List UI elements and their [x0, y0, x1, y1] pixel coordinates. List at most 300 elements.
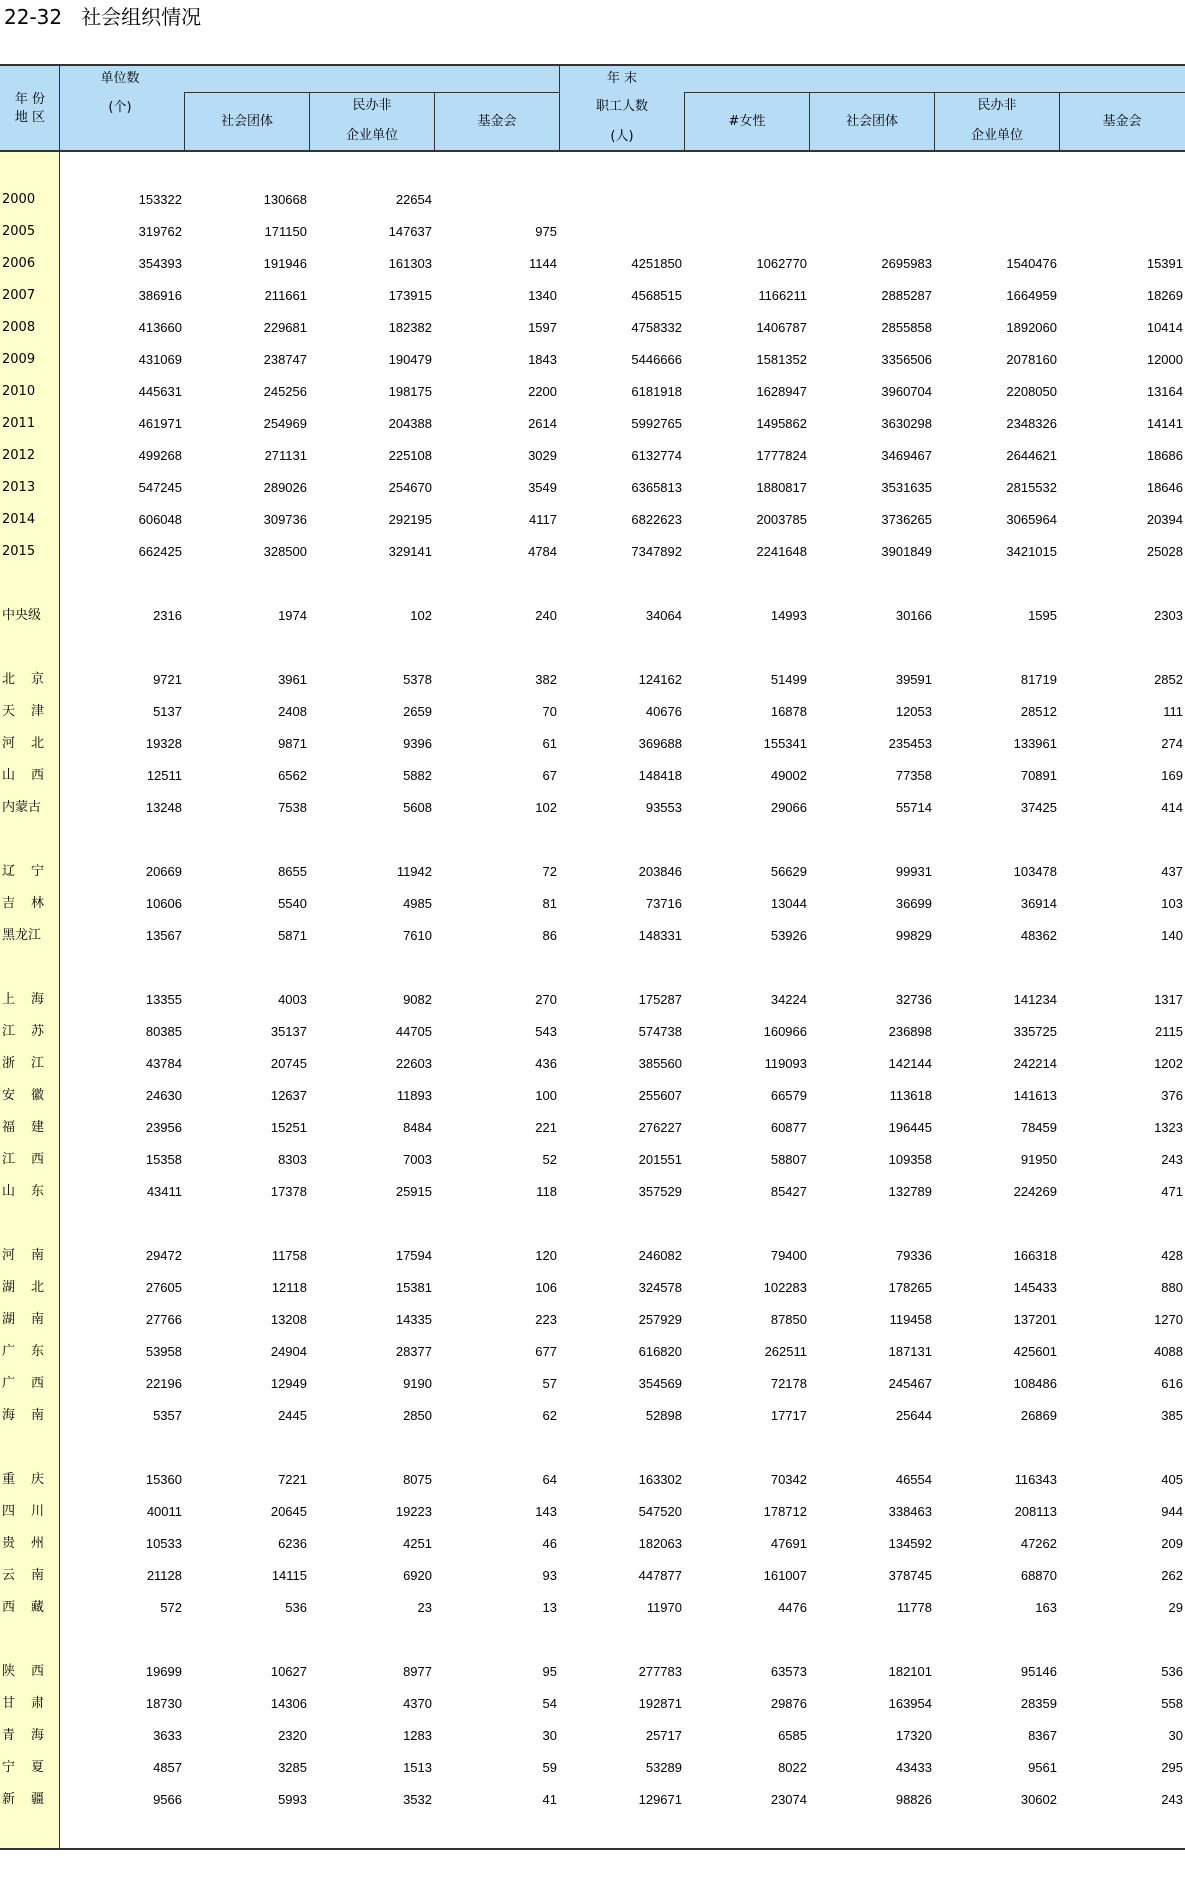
table-cell: 240 — [535, 608, 557, 623]
table-cell: 7003 — [403, 1152, 432, 1167]
table-cell: 2003785 — [756, 512, 807, 527]
table-cell: 27605 — [145, 1280, 182, 1295]
table-cell: 102 — [410, 608, 432, 623]
table-cell: 98826 — [895, 1792, 932, 1807]
staff-nonprofit-header-line1: 民办非 — [977, 98, 1017, 113]
table-cell: 203846 — [638, 864, 682, 879]
staff-social-groups-header: 社会团体 — [845, 114, 898, 129]
table-cell: 4476 — [778, 1600, 807, 1615]
social-groups-header: 社会团体 — [220, 114, 273, 129]
table-cell: 70891 — [1020, 768, 1057, 783]
table-row — [0, 1336, 1185, 1368]
table-cell: 574738 — [638, 1024, 682, 1039]
table-cell: 289026 — [263, 480, 307, 495]
table-cell: 78459 — [1020, 1120, 1057, 1135]
table-cell: 22603 — [395, 1056, 432, 1071]
table-cell: 6585 — [778, 1728, 807, 1743]
table-cell: 44705 — [395, 1024, 432, 1039]
table-cell: 201551 — [638, 1152, 682, 1167]
table-cell: 85427 — [770, 1184, 807, 1199]
row-label: 2005 — [2, 224, 36, 239]
table-cell: 5993 — [278, 1792, 307, 1807]
table-cell: 2200 — [528, 384, 557, 399]
row-label: 辽宁 — [2, 864, 44, 879]
table-cell: 8075 — [403, 1472, 432, 1487]
row-label: 2014 — [2, 512, 36, 527]
table-cell: 119093 — [764, 1056, 807, 1071]
table-cell: 169 — [1161, 768, 1183, 783]
table-cell: 119458 — [889, 1312, 932, 1327]
table-cell — [564, 184, 682, 216]
table-cell: 3736265 — [881, 512, 932, 527]
row-label: 北京 — [2, 672, 44, 687]
table-cell: 324578 — [638, 1280, 682, 1295]
table-cell: 9566 — [153, 1792, 182, 1807]
table-cell: 245256 — [263, 384, 307, 399]
table-cell: 17594 — [395, 1248, 432, 1263]
table-cell: 2408 — [278, 704, 307, 719]
table-cell: 22654 — [395, 192, 432, 207]
table-cell: 243 — [1161, 1152, 1183, 1167]
row-label: 黑龙江 — [2, 928, 42, 943]
table-cell: 975 — [535, 224, 557, 239]
table-row — [0, 920, 1185, 952]
table-row — [0, 1080, 1185, 1112]
table-cell: 10627 — [270, 1664, 307, 1679]
row-label: 甘肃 — [2, 1696, 44, 1711]
table-cell: 14993 — [770, 608, 807, 623]
table-cell: 3630298 — [881, 416, 932, 431]
table-cell: 22196 — [145, 1376, 182, 1391]
staff-count-label: 职工人数 — [595, 99, 648, 114]
table-cell: 21128 — [146, 1568, 182, 1583]
table-cell: 79400 — [770, 1248, 807, 1263]
table-cell: 4088 — [1154, 1344, 1183, 1359]
table-cell: 68870 — [1020, 1568, 1057, 1583]
table-cell: 3029 — [528, 448, 557, 463]
table-cell: 1062770 — [756, 256, 807, 271]
table-cell: 14141 — [1146, 416, 1183, 431]
table-cell: 142144 — [888, 1056, 932, 1071]
table-cell: 2614 — [528, 416, 557, 431]
table-cell: 3421015 — [1006, 544, 1057, 559]
table-cell: 2850 — [403, 1408, 432, 1423]
table-row — [0, 344, 1185, 376]
table-row — [0, 696, 1185, 728]
table-cell: 52898 — [645, 1408, 682, 1423]
table-cell: 148331 — [638, 928, 682, 943]
table-row — [0, 1752, 1185, 1784]
table-cell: 245467 — [888, 1376, 932, 1391]
table-cell: 145433 — [1013, 1280, 1057, 1295]
table-cell: 3531635 — [881, 480, 932, 495]
table-cell: 86 — [542, 928, 557, 943]
table-cell: 8022 — [778, 1760, 807, 1775]
table-cell: 100 — [535, 1088, 557, 1103]
table-cell: 60877 — [770, 1120, 807, 1135]
table-cell: 616 — [1161, 1376, 1183, 1391]
table-cell: 7347892 — [631, 544, 682, 559]
table-cell: 354393 — [138, 256, 182, 271]
table-cell — [939, 216, 1057, 248]
table-cell: 99931 — [895, 864, 932, 879]
table-cell: 43433 — [895, 1760, 932, 1775]
page-title: 22-32 社会组织情况 — [4, 5, 202, 29]
table-row — [0, 728, 1185, 760]
table-cell: 13567 — [145, 928, 182, 943]
table-cell: 13248 — [145, 800, 182, 815]
table-row — [0, 440, 1185, 472]
table-cell: 274 — [1161, 736, 1183, 751]
table-cell: 182101 — [888, 1664, 932, 1679]
table-cell: 196445 — [888, 1120, 932, 1135]
table-cell: 543 — [535, 1024, 557, 1039]
table-cell: 25717 — [645, 1728, 682, 1743]
table-cell: 413660 — [138, 320, 182, 335]
table-cell: 53926 — [770, 928, 807, 943]
table-cell: 3633 — [153, 1728, 182, 1743]
table-row — [0, 1016, 1185, 1048]
table-cell: 91950 — [1020, 1152, 1057, 1167]
row-label: 2008 — [2, 320, 36, 335]
table-cell: 1843 — [528, 352, 557, 367]
table-row — [0, 1528, 1185, 1560]
table-cell: 175287 — [638, 992, 682, 1007]
header-divider — [559, 66, 560, 150]
table-cell: 134592 — [888, 1536, 932, 1551]
table-cell: 3549 — [528, 480, 557, 495]
row-label: 山东 — [2, 1184, 44, 1199]
table-cell: 944 — [1161, 1504, 1183, 1519]
table-cell: 79336 — [895, 1248, 932, 1263]
table-cell: 59 — [542, 1760, 557, 1775]
table-cell: 354569 — [638, 1376, 682, 1391]
table-cell: 25644 — [895, 1408, 932, 1423]
staff-unit-label: (人) — [610, 129, 634, 144]
table-cell: 616820 — [638, 1344, 682, 1359]
region-header-label: 地 区 — [14, 110, 46, 125]
table-cell: 102283 — [763, 1280, 807, 1295]
table-cell: 132789 — [888, 1184, 932, 1199]
table-cell: 1892060 — [1006, 320, 1057, 335]
table-cell: 376 — [1161, 1088, 1183, 1103]
table-cell: 192871 — [638, 1696, 682, 1711]
table-cell: 109358 — [888, 1152, 932, 1167]
table-cell: 437 — [1161, 864, 1183, 879]
table-cell: 24630 — [145, 1088, 182, 1103]
table-cell: 53289 — [645, 1760, 682, 1775]
table-cell: 140 — [1161, 928, 1183, 943]
row-label: 重庆 — [2, 1472, 44, 1487]
table-cell: 163954 — [888, 1696, 932, 1711]
table-cell: 41 — [542, 1792, 557, 1807]
table-cell: 4758332 — [631, 320, 682, 335]
header-divider — [809, 92, 810, 150]
table-cell: 662425 — [138, 544, 182, 559]
table-cell: 4251850 — [631, 256, 682, 271]
table-row — [0, 1144, 1185, 1176]
table-cell: 29 — [1168, 1600, 1183, 1615]
table-cell: 15360 — [145, 1472, 182, 1487]
table-cell: 677 — [535, 1344, 557, 1359]
table-cell: 23956 — [145, 1120, 182, 1135]
table-cell: 32736 — [895, 992, 932, 1007]
table-cell: 10606 — [145, 896, 182, 911]
table-cell: 36699 — [895, 896, 932, 911]
table-cell: 328500 — [263, 544, 307, 559]
table-cell: 606048 — [138, 512, 182, 527]
table-cell: 12118 — [271, 1280, 307, 1295]
row-label: 内蒙古 — [2, 800, 42, 815]
table-cell: 4117 — [529, 512, 557, 527]
table-cell: 547245 — [138, 480, 182, 495]
table-cell: 93553 — [645, 800, 682, 815]
table-cell: 229681 — [263, 320, 307, 335]
row-label: 安徽 — [2, 1088, 44, 1103]
table-cell: 277783 — [638, 1664, 682, 1679]
table-cell: 6236 — [278, 1536, 307, 1551]
table-cell: 5357 — [153, 1408, 182, 1423]
table-cell: 295 — [1161, 1760, 1183, 1775]
table-cell: 6822623 — [631, 512, 682, 527]
table-cell: 254670 — [388, 480, 432, 495]
table-cell: 242214 — [1013, 1056, 1057, 1071]
table-cell: 9721 — [153, 672, 182, 687]
header-divider — [934, 92, 935, 150]
table-cell: 461971 — [138, 416, 182, 431]
table-cell — [1065, 216, 1183, 248]
table-cell: 471 — [1161, 1184, 1183, 1199]
table-row — [0, 184, 1185, 216]
table-cell: 5378 — [403, 672, 432, 687]
table-cell: 148418 — [638, 768, 682, 783]
table-cell: 108486 — [1013, 1376, 1057, 1391]
table-cell: 382 — [535, 672, 557, 687]
table-cell: 12637 — [270, 1088, 307, 1103]
table-cell: 178712 — [763, 1504, 807, 1519]
table-cell: 51499 — [770, 672, 807, 687]
table-cell: 54 — [542, 1696, 557, 1711]
table-cell: 11758 — [271, 1248, 307, 1263]
table-cell: 20645 — [270, 1504, 307, 1519]
table-cell: 9396 — [403, 736, 432, 751]
table-cell — [814, 184, 932, 216]
units-unit-label: (个) — [108, 100, 132, 115]
table-cell: 1323 — [1154, 1120, 1183, 1135]
table-cell: 276227 — [638, 1120, 682, 1135]
table-cell: 221 — [535, 1120, 557, 1135]
table-cell: 25028 — [1146, 544, 1183, 559]
table-cell: 1270 — [1154, 1312, 1183, 1327]
table-cell: 2855858 — [881, 320, 932, 335]
table-cell: 1513 — [403, 1760, 432, 1775]
table-cell: 11970 — [646, 1600, 682, 1615]
table-cell: 9190 — [403, 1376, 432, 1391]
table-cell: 163302 — [638, 1472, 682, 1487]
table-cell: 1495862 — [756, 416, 807, 431]
table-cell: 43784 — [145, 1056, 182, 1071]
table-cell: 17717 — [770, 1408, 807, 1423]
table-cell: 2348326 — [1006, 416, 1057, 431]
table-cell: 2885287 — [881, 288, 932, 303]
table-row — [0, 1368, 1185, 1400]
table-cell: 30 — [542, 1728, 557, 1743]
row-label: 青海 — [2, 1728, 44, 1743]
table-cell: 141613 — [1013, 1088, 1057, 1103]
table-cell: 58807 — [770, 1152, 807, 1167]
table-cell: 5608 — [403, 800, 432, 815]
table-cell: 536 — [285, 1600, 307, 1615]
table-cell: 34224 — [770, 992, 807, 1007]
nonprofit-header-line2: 企业单位 — [345, 128, 398, 143]
table-cell: 111 — [1163, 704, 1183, 719]
table-cell: 8655 — [278, 864, 307, 879]
row-label: 吉林 — [2, 896, 44, 911]
table-cell: 385560 — [638, 1056, 682, 1071]
table-cell: 1880817 — [756, 480, 807, 495]
table-cell: 385 — [1161, 1408, 1183, 1423]
table-cell: 378745 — [888, 1568, 932, 1583]
table-cell: 209 — [1161, 1536, 1183, 1551]
table-cell — [689, 216, 807, 248]
table-cell: 37425 — [1020, 800, 1057, 815]
table-cell: 116343 — [1014, 1472, 1057, 1487]
table-cell: 3532 — [403, 1792, 432, 1807]
table-cell: 102 — [535, 800, 557, 815]
row-label: 2009 — [2, 352, 36, 367]
units-group-label: 单位数 — [100, 71, 140, 86]
table-cell: 171150 — [264, 224, 307, 239]
table-cell: 198175 — [388, 384, 432, 399]
table-cell: 27766 — [145, 1312, 182, 1327]
table-cell: 8303 — [278, 1152, 307, 1167]
table-cell: 309736 — [263, 512, 307, 527]
table-cell: 386916 — [138, 288, 182, 303]
table-cell: 6181918 — [631, 384, 682, 399]
row-label: 陕西 — [2, 1664, 44, 1679]
row-label: 2010 — [2, 384, 36, 399]
table-cell: 1540476 — [1006, 256, 1057, 271]
table-cell: 18646 — [1146, 480, 1183, 495]
table-cell: 414 — [1161, 800, 1183, 815]
table-cell: 1144 — [529, 256, 557, 271]
table-cell: 223 — [535, 1312, 557, 1327]
table-cell: 182382 — [388, 320, 432, 335]
table-cell: 12511 — [146, 768, 182, 783]
table-cell: 13164 — [1146, 384, 1183, 399]
table-row — [0, 376, 1185, 408]
table-row — [0, 1400, 1185, 1432]
row-label: 贵州 — [2, 1536, 44, 1551]
table-row — [0, 1304, 1185, 1336]
table-cell: 63573 — [770, 1664, 807, 1679]
table-cell: 1283 — [403, 1728, 432, 1743]
header-subrule-units — [184, 92, 560, 93]
table-cell: 4568515 — [631, 288, 682, 303]
table-row — [0, 1560, 1185, 1592]
table-cell: 3356506 — [881, 352, 932, 367]
table-cell: 190479 — [388, 352, 432, 367]
table-cell: 52 — [542, 1152, 557, 1167]
table-row — [0, 536, 1185, 568]
table-cell: 204388 — [388, 416, 432, 431]
table-cell: 18686 — [1146, 448, 1183, 463]
table-cell: 39591 — [895, 672, 932, 687]
table-cell: 2208050 — [1006, 384, 1057, 399]
row-label: 江苏 — [2, 1024, 44, 1039]
table-row — [0, 1720, 1185, 1752]
table-cell: 2316 — [153, 608, 182, 623]
table-cell: 4857 — [153, 1760, 182, 1775]
table-cell: 25915 — [395, 1184, 432, 1199]
row-label: 海南 — [2, 1408, 44, 1423]
female-header: #女性 — [728, 114, 766, 129]
table-row — [0, 888, 1185, 920]
table-cell — [939, 184, 1057, 216]
table-cell: 163 — [1035, 1600, 1057, 1615]
table-cell: 211661 — [264, 288, 307, 303]
table-cell: 225108 — [388, 448, 432, 463]
table-cell: 558 — [1161, 1696, 1183, 1711]
row-label: 中央级 — [2, 608, 42, 623]
row-label: 2013 — [2, 480, 36, 495]
table-cell: 143 — [535, 1504, 557, 1519]
staff-group-label: 年 末 — [606, 71, 638, 86]
row-label: 2011 — [2, 416, 36, 431]
row-label: 2006 — [2, 256, 36, 271]
table-cell: 133961 — [1013, 736, 1057, 751]
table-cell: 499268 — [138, 448, 182, 463]
table-row — [0, 1176, 1185, 1208]
table-cell: 4370 — [403, 1696, 432, 1711]
table-cell: 28377 — [395, 1344, 432, 1359]
table-cell: 319762 — [138, 224, 182, 239]
table-cell: 5137 — [153, 704, 182, 719]
table-cell: 9871 — [278, 736, 307, 751]
table-cell: 47691 — [770, 1536, 807, 1551]
table-cell: 40676 — [645, 704, 682, 719]
table-cell: 20669 — [145, 864, 182, 879]
table-cell: 53958 — [145, 1344, 182, 1359]
table-cell: 238747 — [263, 352, 307, 367]
row-label: 宁夏 — [2, 1760, 44, 1775]
table-row — [0, 1496, 1185, 1528]
table-cell: 12949 — [270, 1376, 307, 1391]
table-row — [0, 248, 1185, 280]
row-label: 山西 — [2, 768, 44, 783]
table-cell: 20394 — [1146, 512, 1183, 527]
table-cell: 161007 — [763, 1568, 807, 1583]
table-cell: 536 — [1161, 1664, 1183, 1679]
table-cell: 2241648 — [756, 544, 807, 559]
table-cell: 13 — [542, 1600, 557, 1615]
table-cell: 81719 — [1020, 672, 1057, 687]
table-cell: 2815532 — [1006, 480, 1057, 495]
staff-nonprofit-header-line2: 企业单位 — [970, 128, 1023, 143]
table-cell: 12053 — [895, 704, 932, 719]
header-divider — [684, 92, 685, 150]
table-cell: 19223 — [395, 1504, 432, 1519]
table-cell: 6562 — [278, 768, 307, 783]
table-cell: 81 — [542, 896, 557, 911]
table-cell: 56629 — [770, 864, 807, 879]
header-divider — [1059, 92, 1060, 150]
table-cell: 16878 — [770, 704, 807, 719]
table-cell: 9561 — [1028, 1760, 1057, 1775]
table-cell: 26869 — [1020, 1408, 1057, 1423]
table-row — [0, 1112, 1185, 1144]
table-cell: 93 — [542, 1568, 557, 1583]
